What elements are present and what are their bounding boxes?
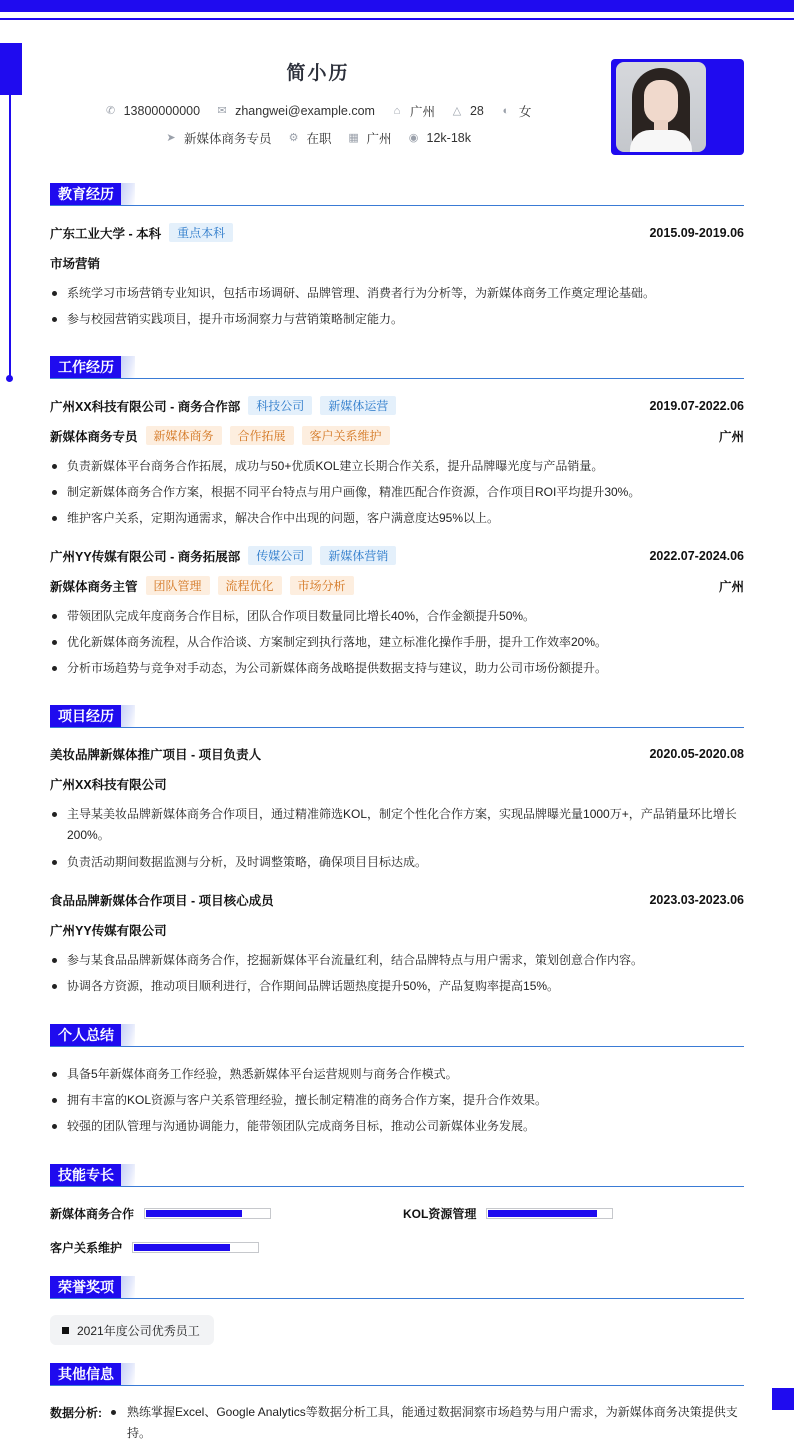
- skill-tag: 客户关系维护: [302, 426, 390, 445]
- section-rule: [50, 205, 744, 206]
- section-label: 个人总结: [50, 1024, 122, 1046]
- list-item: 带领团队完成年度商务合作目标，团队合作项目数量同比增长40%，合作金额提升50%。: [50, 606, 744, 627]
- skill-item: [50, 1205, 271, 1222]
- section-label: 项目经历: [50, 705, 122, 727]
- skill-level-bar: [144, 1208, 271, 1219]
- section-rule: [50, 1046, 744, 1047]
- phone-icon: ✆: [106, 105, 116, 117]
- work-role-row: [50, 426, 744, 445]
- list-item: 较强的团队管理与沟通协调能力，能带领团队完成商务目标，推动公司新媒体业务发展。: [50, 1116, 744, 1137]
- company-tag: 传媒公司: [248, 546, 312, 565]
- phone-text: 13800000000: [123, 104, 201, 118]
- skill-level-bar: [132, 1242, 259, 1253]
- target-city-text: 广州: [366, 132, 392, 146]
- education-major-row: [50, 254, 744, 272]
- skill-name: 客户关系维护: [50, 1241, 123, 1255]
- target-city-item: [348, 129, 392, 147]
- education-date: 2015.09-2019.06: [649, 225, 744, 240]
- profile-photo: [616, 62, 706, 152]
- phone-item: [105, 104, 200, 118]
- work-city: 广州: [718, 579, 744, 594]
- honor-badge: [50, 1315, 214, 1345]
- hometown-text: 广州: [409, 105, 435, 119]
- cake-icon: △: [452, 105, 462, 117]
- building-icon: ▦: [348, 132, 359, 144]
- hometown-item: [391, 102, 435, 120]
- other-info-text: 熟练掌握Excel、Google Analytics等数据分析工具，能通过数据洞察市场趋势与用户需求，为新媒体商务决策提供支持。: [109, 1402, 745, 1444]
- company-tag: 新媒体运营: [320, 396, 396, 415]
- company-tag: 科技公司: [248, 396, 312, 415]
- project-date: 2023.03-2023.06: [649, 893, 744, 907]
- top-accent-line: [0, 18, 794, 20]
- age-item: [451, 104, 484, 118]
- skill-tag: 市场分析: [290, 576, 354, 595]
- company-tag: 新媒体营销: [320, 546, 396, 565]
- work-date: 2022.07-2024.06: [649, 548, 744, 563]
- list-item: 负责活动期间数据监测与分析，及时调整策略，确保项目目标达成。: [50, 852, 744, 873]
- section-rule: [50, 1186, 744, 1187]
- honor-text: 2021年度公司优秀员工: [77, 1323, 200, 1338]
- section-label: 荣誉奖项: [50, 1276, 122, 1298]
- work-date: 2019.07-2022.06: [649, 398, 744, 413]
- salary-item: [408, 131, 471, 145]
- section-rule: [50, 1385, 744, 1386]
- school-name: 广东工业大学 - 本科: [50, 226, 162, 241]
- list-item: 主导某美妆品牌新媒体商务合作项目，通过精准筛选KOL，制定个性化合作方案，实现品牌曝光量1000万+，产品销量环比增长200%。: [50, 804, 744, 846]
- section-rule: [50, 727, 744, 728]
- side-accent-dot: [6, 375, 13, 382]
- work-role-row: [50, 576, 744, 595]
- project-title: 美妆品牌新媒体推广项目 - 项目负责人: [50, 748, 262, 762]
- list-item: 参与某食品品牌新媒体商务合作，挖掘新媒体平台流量红利，结合品牌特点与用户需求，策划创意合作内容。: [50, 950, 744, 971]
- status-item: [288, 129, 332, 147]
- target-job-text: 新媒体商务专员: [183, 132, 272, 146]
- gender-text: 女: [518, 105, 532, 119]
- section-rule: [50, 378, 744, 379]
- project-date: 2020.05-2020.08: [649, 747, 744, 761]
- project-header: [50, 891, 744, 909]
- contact-row-primary: [0, 102, 636, 120]
- status-text: 在职: [306, 132, 332, 146]
- work-city: 广州: [718, 429, 744, 444]
- work-header: [50, 546, 744, 565]
- skill-item: [403, 1205, 613, 1222]
- skill-level-fill: [488, 1210, 596, 1217]
- skill-tag: 新媒体商务: [146, 426, 222, 445]
- skill-tag: 流程优化: [218, 576, 282, 595]
- company-name: 广州YY传媒有限公司 - 商务拓展部: [50, 549, 241, 564]
- role-name: 新媒体商务专员: [50, 429, 138, 444]
- skill-tag: 合作拓展: [230, 426, 294, 445]
- age-text: 28: [469, 104, 484, 118]
- send-icon: ➤: [166, 132, 176, 144]
- list-item: 系统学习市场营销专业知识，包括市场调研、品牌管理、消费者行为分析等，为新媒体商务工作奠定理论基础。: [50, 283, 744, 304]
- list-item: 拥有丰富的KOL资源与客户关系管理经验，擅长制定精准的商务合作方案，提升合作效果。: [50, 1090, 744, 1111]
- mail-icon: ✉: [217, 105, 227, 117]
- project-company: 广州XX科技有限公司: [50, 778, 167, 792]
- project-title: 食品品牌新媒体合作项目 - 项目核心成员: [50, 894, 274, 908]
- project-company: 广州YY传媒有限公司: [50, 924, 167, 938]
- project-company-row: [50, 921, 744, 939]
- list-item: 参与校园营销实践项目，提升市场洞察力与营销策略制定能力。: [50, 309, 744, 330]
- square-bullet-icon: [62, 1327, 69, 1334]
- home-icon: ⌂: [393, 105, 401, 117]
- email-item: [216, 104, 375, 118]
- coin-icon: ◉: [408, 132, 419, 144]
- other-info-label: 数据分析:: [50, 1406, 102, 1420]
- skill-item: [50, 1239, 259, 1256]
- section-label: 其他信息: [50, 1363, 122, 1385]
- target-job-item: [165, 129, 272, 147]
- skill-tag: 团队管理: [146, 576, 210, 595]
- gear-icon: ⚙: [288, 132, 299, 144]
- skill-level-fill: [146, 1210, 242, 1217]
- section-label: 工作经历: [50, 356, 122, 378]
- work-header: [50, 396, 744, 415]
- skill-name: 新媒体商务合作: [50, 1207, 135, 1221]
- corner-accent-block: [772, 1388, 794, 1410]
- list-item: 负责新媒体平台商务合作拓展，成功与50+优质KOL建立长期合作关系，提升品牌曝光度与产品销量。: [50, 456, 744, 477]
- section-label: 教育经历: [50, 183, 122, 205]
- skill-name: KOL资源管理: [403, 1207, 477, 1221]
- top-accent-bar: [0, 0, 794, 12]
- list-item: 具备5年新媒体商务工作经验，熟悉新媒体平台运营规则与商务合作模式。: [50, 1064, 744, 1085]
- role-name: 新媒体商务主管: [50, 579, 138, 594]
- school-tag: 重点本科: [169, 223, 233, 242]
- skill-level-bar: [486, 1208, 613, 1219]
- salary-text: 12k-18k: [426, 131, 472, 145]
- section-rule: [50, 1298, 744, 1299]
- skill-level-fill: [134, 1244, 230, 1251]
- list-item: 维护客户关系，定期沟通需求，解决合作中出现的问题，客户满意度达95%以上。: [50, 508, 744, 529]
- education-header: [50, 223, 744, 242]
- gender-icon: ◐: [502, 105, 510, 117]
- section-label: 技能专长: [50, 1164, 122, 1186]
- contact-row-secondary: [0, 129, 636, 147]
- major-name: 市场营销: [50, 257, 101, 271]
- project-company-row: [50, 775, 744, 793]
- company-name: 广州XX科技有限公司 - 商务合作部: [50, 399, 241, 414]
- list-item: 优化新媒体商务流程，从合作洽谈、方案制定到执行落地，建立标准化操作手册，提升工作效率20%。: [50, 632, 744, 653]
- list-item: 分析市场趋势与竞争对手动态，为公司新媒体商务战略提供数据支持与建议，助力公司市场份额提升。: [50, 658, 744, 679]
- email-text: zhangwei@example.com: [235, 104, 375, 118]
- project-header: [50, 745, 744, 763]
- list-item: 制定新媒体商务合作方案，根据不同平台特点与用户画像，精准匹配合作资源，合作项目ROI平均提升30%。: [50, 482, 744, 503]
- gender-item: [500, 102, 532, 120]
- list-item: 协调各方资源，推动项目顺利进行，合作期间品牌话题热度提升50%，产品复购率提高15%。: [50, 976, 744, 997]
- candidate-name: 简小历: [286, 63, 350, 84]
